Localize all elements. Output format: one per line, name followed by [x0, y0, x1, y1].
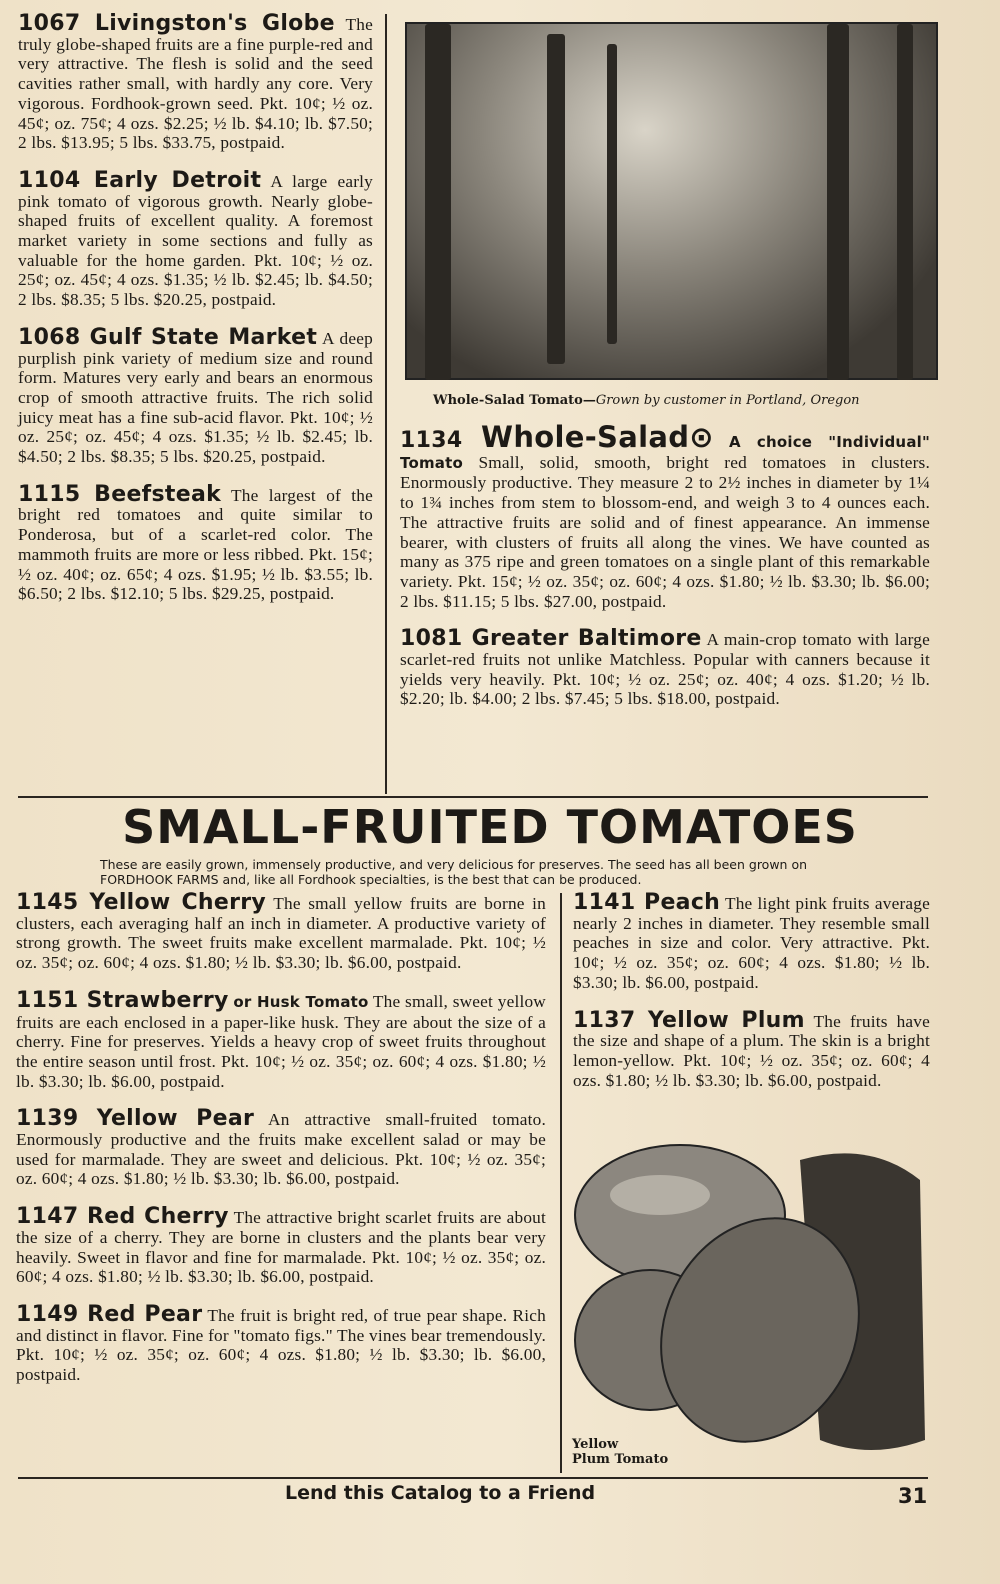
entry-name: Yellow Cherry: [89, 890, 267, 915]
entry-name: Beefsteak: [94, 481, 222, 507]
top-left-column: [18, 11, 373, 622]
entry-description: The largest of the bright red tomatoes and quite similar to Ponderosa, but of a scarlet-red color. The mammoth fruits are more or less ribbed. Pkt. 15¢; ½ oz. 40¢; oz. 65¢; 4 ozs. $1.95; ½ lb. $3.55; lb. $6.50; 2 lbs. $12.10; 5 lbs. $29.25, postpaid.: [18, 485, 373, 604]
entry-description: A large early pink tomato of vigorous growth. Nearly globe-shaped fruits of excellent quality. A foremost market variety in some sections and fully as valuable for the home garden. Pkt. 10¢; ½ oz. 25¢; oz. 45¢; 4 ozs. $1.35; ½ lb. $2.45; lb. $4.50; 2 lbs. $8.35; 5 lbs. $20.25, postpaid.: [18, 171, 373, 310]
entry-name: Livingston's Globe: [94, 11, 335, 36]
entry-number: 1115: [18, 481, 81, 507]
bottom-right-column: [573, 890, 930, 1108]
page-number: 31: [898, 1484, 928, 1508]
entry-number: 1151: [16, 987, 79, 1013]
entry-subtitle: or Husk Tomato: [233, 992, 369, 1011]
entry-heading: [400, 420, 714, 454]
whole-salad-tomato-photo: [405, 22, 938, 380]
column-divider-lower: [560, 893, 562, 1473]
catalog-entry: [573, 1007, 930, 1091]
catalog-entry: [400, 420, 930, 611]
plum-caption-line1: Yellow: [572, 1437, 619, 1452]
catalog-entry: [400, 626, 930, 709]
entry-heading: [16, 890, 266, 915]
catalog-entry: [16, 890, 546, 973]
entry-number: 1081: [400, 626, 463, 652]
footer-rule: [18, 1477, 928, 1479]
section-rule: [18, 796, 928, 798]
entry-description: A deep purplish pink variety of medium size and round form. Matures very early and bears an enormous crop of smooth attractive fruits. The rich solid juicy meat has a fine sub-acid flavor. Pkt. 10¢; ½ oz. 25¢; oz. 45¢; 4 ozs. $1.35; ½ lb. $2.45; lb. $4.50; 2 lbs. $8.35; 5 lbs. $20.25, postpaid.: [18, 328, 373, 467]
caption-detail: Grown by customer in Portland, Oregon: [595, 393, 860, 408]
entry-name: Strawberry: [86, 987, 229, 1013]
plum-caption-line2: Plum Tomato: [572, 1452, 669, 1467]
column-divider: [385, 14, 387, 794]
catalog-entry: [16, 987, 546, 1092]
entry-number: 1137: [573, 1007, 636, 1033]
catalog-entry: [18, 324, 373, 467]
entry-number: 1067: [18, 11, 81, 36]
entry-number: 1147: [16, 1204, 79, 1230]
entry-heading: [573, 1008, 805, 1033]
entry-description: A main-crop tomato with large scarlet-red fruits not unlike Matchless. Popular with canners because it yields very heavily. Pkt. 10¢; ½ oz. 25¢; oz. 40¢; 4 ozs. $1.20; ½ lb. $2.20; lb. $4.00; 2 lbs. $7.45; 5 lbs. $18.00, postpaid.: [400, 630, 930, 709]
catalog-entry: [18, 167, 373, 310]
entry-heading: [18, 168, 261, 193]
entry-description: An attractive small-fruited tomato. Enormously productive and the fruits make excellent salad or may be used for marmalade. They are sweet and delicious. Pkt. 10¢; ½ oz. 35¢; oz. 60¢; 4 ozs. $1.80; ½ lb. $3.30; lb. $6.00, postpaid.: [16, 1110, 546, 1189]
catalog-entry: [16, 1204, 546, 1287]
top-right-column: [400, 420, 930, 727]
mark-icon: ⊙: [689, 420, 714, 454]
entry-name: Yellow Plum: [647, 1007, 805, 1033]
entry-heading: [400, 626, 702, 651]
entry-subtitle: A choice "Individual" Tomato: [400, 433, 930, 472]
catalog-entry: [18, 481, 373, 604]
section-title: SMALL-FRUITED TOMATOES: [122, 800, 858, 854]
entry-heading: [16, 1302, 202, 1327]
catalog-entry: [16, 1301, 546, 1385]
entry-heading: [18, 11, 335, 36]
plum-caption: [572, 1437, 668, 1467]
photo-caption: [433, 393, 860, 408]
entry-name: Early Detroit: [93, 167, 262, 193]
yellow-plum-tomato-illustration: [570, 1140, 930, 1470]
catalog-entry: [573, 890, 930, 993]
entry-description: The light pink fruits average nearly 2 inches in diameter. They resemble small peaches in size and color. Very attractive. Pkt. 10¢; ½ oz. 35¢; oz. 60¢; 4 ozs. $1.80; ½ lb. $3.30; lb. $6.00, postpaid.: [573, 894, 930, 992]
entry-heading: [16, 988, 229, 1013]
entry-name: Gulf State Market: [89, 324, 318, 350]
entry-description: Small, solid, smooth, bright red tomatoes in clusters. Enormously productive. They measure 2 to 2½ inches in diameter by 1¼ to 1¾ inches from stem to blossom-end, and weigh 3 to 4 ounces each. The attractive fruits are solid and of finest appearance. An immense bearer, with clusters of fruits all along the vines. We have counted as many as 375 ripe and green tomatoes on a single plant of this remarkable variety. Pkt. 15¢; ½ oz. 35¢; oz. 60¢; 4 ozs. $1.80; ½ lb. $3.30; lb. $6.00; 2 lbs. $11.15; 5 lbs. $27.00, postpaid.: [400, 452, 930, 611]
entry-number: 1145: [16, 890, 79, 915]
catalog-entry: [18, 11, 373, 153]
section-intro: These are easily grown, immensely productive, and very delicious for preserves. The seed has all been grown on FORDHOOK FARMS and, like all Fordhook specialties, is the best that can be produced.: [100, 857, 808, 887]
entry-number: 1104: [18, 167, 81, 193]
entry-heading: [16, 1204, 229, 1229]
entry-number: 1068: [18, 324, 81, 350]
entry-description: The fruit is bright red, of true pear shape. Rich and distinct in flavor. Fine for "tomato figs." The vines bear tremendously. Pkt. 10¢; ½ oz. 35¢; oz. 60¢; 4 ozs. $1.80; ½ lb. $3.30; lb. $6.00, postpaid.: [16, 1305, 546, 1385]
entry-description: The fruits have the size and shape of a plum. The skin is a bright lemon-yellow. Pkt. 10¢; ½ oz. 35¢; oz. 60¢; 4 ozs. $1.80; ½ lb. $3.30; lb. $6.00, postpaid.: [573, 1011, 930, 1090]
entry-description: The small yellow fruits are borne in clusters, each averaging half an inch in diameter. A productive variety of strong growth. The sweet fruits make excellent marmalade. Pkt. 10¢; ½ oz. 35¢; oz. 60¢; 4 ozs. $1.80; ½ lb. $3.30; lb. $6.00, postpaid.: [16, 894, 546, 973]
caption-title: Whole-Salad Tomato—: [433, 393, 596, 408]
entry-description: The small, sweet yellow fruits are each enclosed in a paper-like husk. They are about the size of a cherry. Fine for preserves. Yields a heavy crop of sweet fruits throughout the entire season until frost. Pkt. 10¢; ½ oz. 35¢; oz. 60¢; 4 ozs. $1.80; ½ lb. $3.30; lb. $6.00, postpaid.: [16, 991, 546, 1091]
entry-name: Whole-Salad: [481, 420, 690, 454]
entry-heading: [16, 1106, 254, 1131]
entry-heading: [573, 890, 720, 915]
catalog-entry: [16, 1106, 546, 1189]
entry-number: 1139: [16, 1106, 79, 1132]
entry-heading: [18, 482, 221, 507]
entry-number: 1141: [573, 890, 636, 915]
entry-number: 1149: [16, 1301, 79, 1327]
entry-description: The attractive bright scarlet fruits are about the size of a cherry. They are borne in clusters and the plants bear very heavily. Sweet in flavor and fine for marmalade. Pkt. 10¢; ½ oz. 35¢; oz. 60¢; 4 ozs. $1.80; ½ lb. $3.30; lb. $6.00, postpaid.: [16, 1208, 546, 1287]
entry-name: Yellow Pear: [96, 1106, 255, 1132]
entry-name: Red Cherry: [87, 1204, 229, 1230]
entry-heading: [18, 325, 317, 350]
entry-number: 1134: [400, 428, 463, 453]
entry-name: Peach: [644, 890, 721, 915]
bottom-left-column: [16, 890, 546, 1403]
footer-text: Lend this Catalog to a Friend: [285, 1482, 596, 1504]
entry-name: Greater Baltimore: [471, 626, 702, 652]
entry-name: Red Pear: [87, 1301, 203, 1327]
entry-description: The truly globe-shaped fruits are a fine purple-red and very attractive. The flesh is solid and the seed cavities rather small, with hardly any core. Very vigorous. Fordhook-grown seed. Pkt. 10¢; ½ oz. 45¢; oz. 75¢; 4 ozs. $2.25; ½ lb. $4.10; lb. $7.50; 2 lbs. $13.95; 5 lbs. $33.75, postpaid.: [18, 15, 373, 153]
